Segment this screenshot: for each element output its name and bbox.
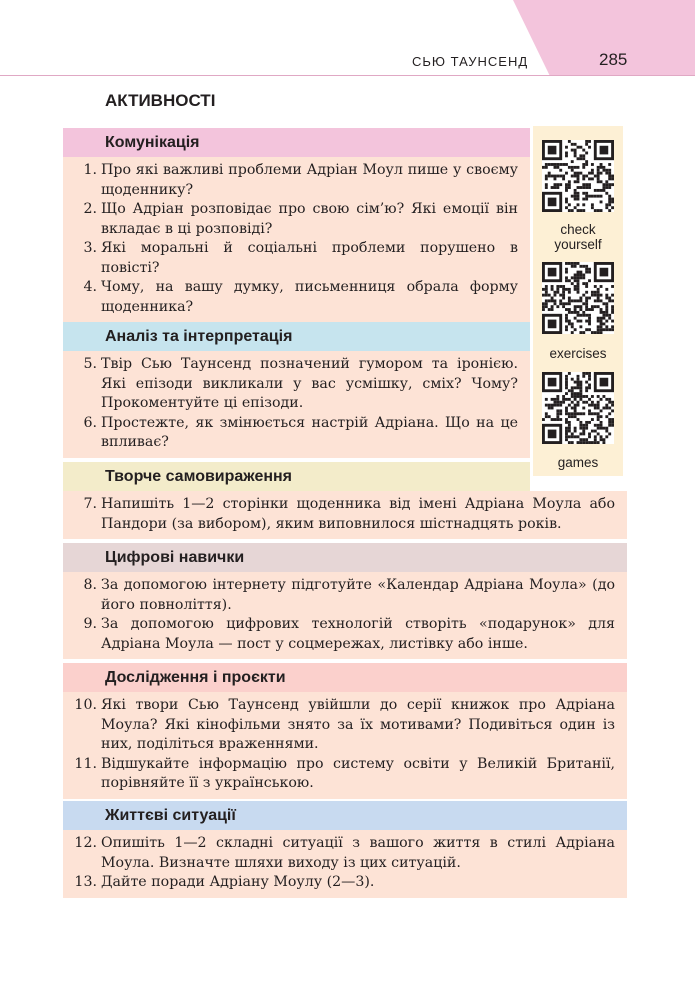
section-digital	[63, 543, 627, 659]
question-number: 10.	[74, 697, 97, 713]
section-title: Аналіз та інтерпретація	[63, 322, 530, 351]
qr-label-check: check	[560, 222, 596, 237]
question-item	[63, 495, 627, 534]
qr-label-exercises: exercises	[549, 346, 607, 361]
page-title: АКТИВНОСТІ	[105, 91, 216, 110]
question-text: Що Адріан розповідає про свою сім’ю? Які емоції він вкладає в ці розповіді?	[101, 201, 518, 237]
page-number: 285	[599, 50, 628, 69]
question-item	[63, 873, 627, 893]
running-header: СЬЮ ТАУНСЕНД	[412, 54, 529, 69]
question-item	[63, 239, 530, 278]
question-item	[63, 161, 530, 200]
question-text: Які моральні й соціальні проблеми порушено в повісті?	[101, 240, 518, 276]
question-number: 13.	[74, 874, 97, 890]
question-text: За допомогою цифрових технологій створіть «подарунок» для Адріана Моула — пост у соцмережах, листівку або інше.	[101, 616, 615, 652]
question-number: 11.	[74, 755, 97, 772]
question-number: 7.	[83, 496, 97, 512]
section-body	[63, 572, 627, 659]
question-text: За допомогою інтернету підготуйте «Календар Адріана Моула» (до його повноліття).	[101, 577, 615, 613]
section-body	[63, 830, 627, 898]
question-number: 6.	[83, 414, 97, 431]
section-analysis	[63, 322, 530, 458]
question-number: 2.	[83, 201, 97, 217]
question-number: 9.	[83, 616, 97, 632]
question-item	[63, 834, 627, 873]
section-title: Творче самовираження	[63, 462, 530, 491]
question-item	[63, 200, 530, 239]
qr-code-games[interactable]	[542, 372, 614, 444]
section-title: Комунікація	[63, 128, 530, 157]
question-item	[63, 414, 530, 453]
question-number: 5.	[83, 356, 97, 372]
question-text: Простежте, як змінюється настрій Адріана. Що на це впливає?	[101, 414, 518, 450]
question-item	[63, 278, 530, 317]
section-title: Життєві ситуації	[63, 801, 627, 830]
question-text: Чому, на вашу думку, письменниця обрала форму щоденника?	[101, 279, 518, 315]
header-rule	[0, 75, 695, 76]
question-text: Твір Сью Таунсенд позначений гумором та іронією. Які епізоди викликали у вас усмішку, сміх? Чому? Прокоментуйте ці епізоди.	[101, 356, 518, 411]
section-title: Дослідження і проєкти	[63, 663, 627, 692]
qr-label-games: games	[557, 455, 599, 470]
question-number: 4.	[83, 279, 97, 295]
question-text: Про які важливі проблеми Адріан Моул пише у своєму щоденнику?	[101, 162, 518, 198]
qr-panel	[533, 126, 623, 476]
section-communication	[63, 128, 530, 322]
qr-code-check-yourself[interactable]	[542, 140, 614, 212]
question-number: 1.	[83, 162, 97, 178]
question-number: 3.	[83, 240, 97, 256]
question-number: 12.	[74, 835, 97, 851]
section-body	[63, 351, 530, 458]
section-body	[63, 491, 627, 539]
question-item	[63, 755, 627, 794]
question-text: Які твори Сью Таунсенд увійшли до серії книжок про Адріана Моула? Які кінофільми знято за їх мотивами? Подивіться один із них, поділіться враженнями.	[101, 697, 615, 752]
section-life	[63, 801, 627, 898]
section-title: Цифрові навички	[63, 543, 627, 572]
question-item	[63, 355, 530, 414]
qr-code-exercises[interactable]	[542, 262, 614, 334]
section-body	[63, 692, 627, 799]
section-research	[63, 663, 627, 799]
question-item	[63, 615, 627, 654]
question-text: Дайте поради Адріану Моулу (2—3).	[101, 874, 375, 890]
section-body	[63, 157, 530, 322]
qr-label-yourself: yourself	[554, 237, 602, 252]
question-text: Відшукайте інформацію про систему освіти у Великій Британії, порівняйте її з українською.	[101, 755, 615, 791]
question-text: Опишіть 1—2 складні ситуації з вашого життя в стилі Адріана Моула. Визначте шляхи виходу із цих ситуацій.	[101, 835, 615, 871]
question-item	[63, 696, 627, 755]
question-item	[63, 576, 627, 615]
question-number: 8.	[83, 577, 97, 593]
question-text: Напишіть 1—2 сторінки щоденника від імені Адріана Моула або Пандори (за вибором), яким виповнилося шістнадцять років.	[101, 496, 615, 532]
